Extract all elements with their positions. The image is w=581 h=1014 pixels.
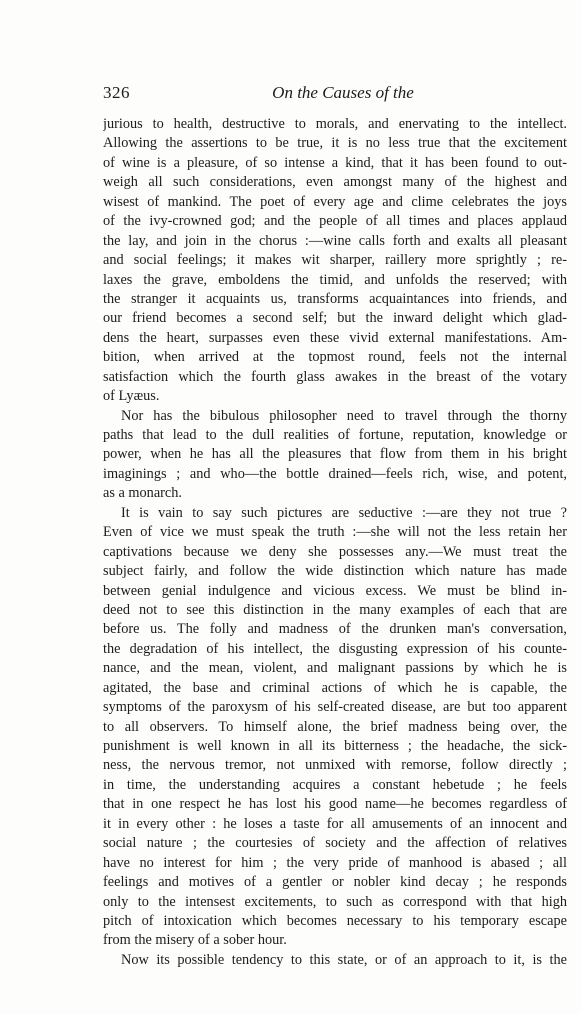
text-line: captivations because we deny she possesses any.—We must treat the (103, 543, 567, 560)
text-line: only to the intensest excitements, to such as correspond with that high (103, 893, 567, 910)
page-header (103, 83, 567, 109)
text-line: the degradation of his intellect, the disgusting expression of his counte- (103, 640, 567, 657)
text-line: Allowing the assertions to be true, it is no less true that the excitement (103, 135, 567, 152)
text-line: It is vain to say such pictures are seductive :—are they not true ? (121, 504, 567, 521)
text-line: nance, and the mean, violent, and malignant passions by which he is (103, 660, 567, 677)
text-line: between genial indulgence and vicious excess. We must be blind in- (103, 582, 567, 599)
text-line: Now its possible tendency to this state, or of an approach to it, is the (121, 951, 567, 968)
text-line: before us. The folly and madness of the drunken man's conversation, (103, 621, 567, 638)
text-line: from the misery of a sober hour. (103, 932, 287, 949)
text-line: Even of vice we must speak the truth :—she will not the less retain her (103, 524, 567, 541)
text-line: weigh all such considerations, even amongst many of the highest and (103, 174, 567, 191)
text-line: social nature ; the courtesies of society and the affection of relatives (103, 835, 567, 852)
text-line: pitch of intoxication which becomes necessary to his temporary escape (103, 912, 567, 929)
text-line: satisfaction which the fourth glass awakes in the breast of the votary (103, 368, 567, 385)
text-line: it in every other : he loses a taste for all amusements of an innocent and (103, 815, 567, 832)
text-line: Nor has the bibulous philosopher need to travel through the thorny (121, 407, 567, 424)
text-line: paths that lead to the dull realities of fortune, reputation, knowledge or (103, 427, 567, 443)
text-line: agitated, the base and criminal actions of which he is capable, the (103, 679, 567, 696)
text-line: the stranger it acquaints us, transforms acquaintances into friends, and (103, 290, 567, 307)
text-line: as a monarch. (103, 485, 182, 502)
text-line: power, when he has all the pleasures that flow from them in his bright (103, 446, 567, 463)
text-line: feelings and motives of a gentler or nobler kind decay ; he responds (103, 874, 567, 891)
text-line: have no interest for him ; the very pride of manhood is abased ; all (103, 854, 567, 871)
text-line: ness, the nervous tremor, not unmixed with remorse, follow directly ; (103, 757, 567, 774)
text-line: wisest of mankind. The poet of every age and clime celebrates the joys (103, 193, 567, 210)
text-line: our friend becomes a second self; but the inward delight which glad- (103, 310, 567, 327)
text-line: and social feelings; it makes wit sharper, raillery more sprightly ; re- (103, 252, 567, 269)
body-text (103, 115, 567, 970)
text-line: to all observers. To himself alone, the brief madness being over, the (103, 718, 567, 735)
text-line: in time, the understanding acquires a constant hebetude ; he feels (103, 776, 567, 793)
text-line: laxes the grave, emboldens the timid, and unfolds the reserved; with (103, 271, 567, 288)
text-line: punishment is well known in all its bitterness ; the headache, the sick- (103, 738, 567, 754)
text-line: deed not to see this distinction in the many examples of each that are (103, 601, 567, 618)
text-line: of Lyæus. (103, 388, 160, 405)
text-line: of wine is a pleasure, of so intense a kind, that it has been found to out- (103, 154, 567, 171)
text-line: jurious to health, destructive to morals, and enervating to the intellect. (103, 116, 567, 132)
text-line: that in one respect he has lost his good name—he becomes regardless of (103, 796, 567, 813)
text-line: symptoms of the paroxysm of his self-created disease, are but too apparent (103, 699, 567, 716)
text-line: dens the heart, surpasses even these vivid external manifestations. Am- (103, 329, 567, 346)
text-line: bition, when arrived at the topmost round, feels not the internal (103, 349, 567, 366)
text-line: of the ivy-crowned god; and the people of all times and places applaud (103, 213, 567, 230)
text-line: subject fairly, and follow the wide distinction which nature has made (103, 563, 567, 580)
text-line: imaginings ; and who—the bottle drained—feels rich, wise, and potent, (103, 465, 567, 482)
page-number: 326 (103, 83, 130, 102)
running-title: On the Causes of the (272, 83, 414, 102)
text-line: the lay, and join in the chorus :—wine calls forth and exalts all pleasant (103, 232, 567, 249)
